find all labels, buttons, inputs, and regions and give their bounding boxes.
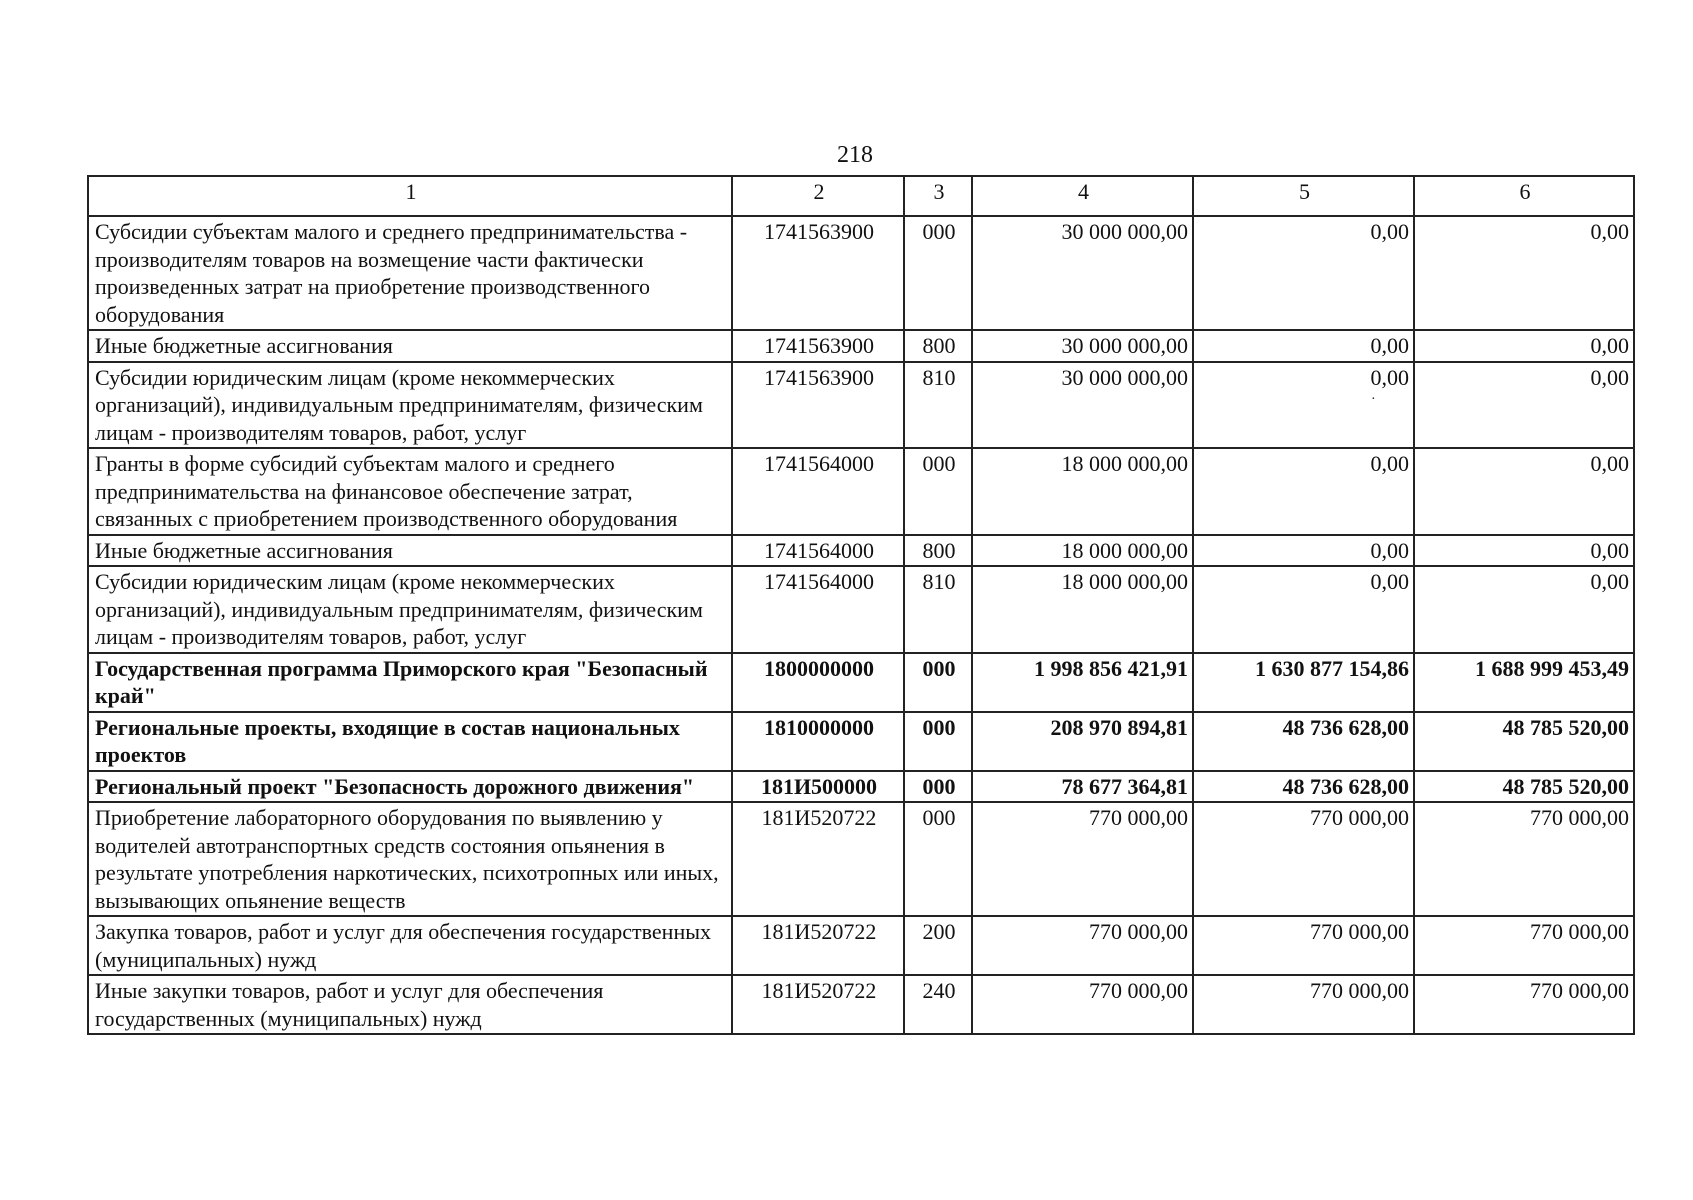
row-type-cell: 810 — [904, 566, 972, 653]
header-col-2: 2 — [732, 176, 904, 216]
header-col-6: 6 — [1414, 176, 1634, 216]
row-value-col4-cell: 30 000 000,00 — [972, 362, 1193, 449]
row-type-cell: 200 — [904, 916, 972, 975]
row-value-col6-cell: 770 000,00 — [1414, 916, 1634, 975]
row-value-col6-cell: 0,00 — [1414, 330, 1634, 362]
row-value-col6-cell: 770 000,00 — [1414, 802, 1634, 916]
row-type-cell: 000 — [904, 802, 972, 916]
header-col-1: 1 — [88, 176, 732, 216]
row-value-col5-cell: 0,00 — [1193, 330, 1414, 362]
row-value-col6-cell: 0,00 — [1414, 448, 1634, 535]
row-name-cell: Иные бюджетные ассигнования — [88, 535, 732, 567]
row-value-col4-cell: 208 970 894,81 — [972, 712, 1193, 771]
row-value-col4-cell: 770 000,00 — [972, 916, 1193, 975]
stray-mark: · — [1371, 392, 1376, 407]
table-row — [88, 712, 1634, 771]
row-value-col5-cell: 48 736 628,00 — [1193, 771, 1414, 803]
row-name-cell: Иные закупки товаров, работ и услуг для обеспечения государственных (муниципальных) нужд — [88, 975, 732, 1034]
row-value-col5-cell: 0,00 — [1193, 566, 1414, 653]
budget-table — [87, 175, 1635, 1035]
row-value-col5-cell: 1 630 877 154,86 — [1193, 653, 1414, 712]
row-name-cell: Государственная программа Приморского края "Безопасный край" — [88, 653, 732, 712]
table-row — [88, 448, 1634, 535]
row-value-col5-cell: 0,00 — [1193, 535, 1414, 567]
row-value-col4-cell: 18 000 000,00 — [972, 566, 1193, 653]
row-name-cell: Субсидии юридическим лицам (кроме некоммерческих организаций), индивидуальным предпринимателям, физическим лицам - производителям товаров, работ, услуг — [88, 362, 732, 449]
row-name-cell: Гранты в форме субсидий субъектам малого и среднего предпринимательства на финансовое обеспечение затрат, связанных с приобретением производственного оборудования — [88, 448, 732, 535]
row-type-cell: 800 — [904, 535, 972, 567]
row-value-col5-cell: 770 000,00 — [1193, 916, 1414, 975]
row-value-col6-cell: 0,00 — [1414, 566, 1634, 653]
row-name-cell: Приобретение лабораторного оборудования по выявлению у водителей автотранспортных средств состояния опьянения в результате употребления наркотических, психотропных или иных, вызывающих опьянение веществ — [88, 802, 732, 916]
row-value-col6-cell: 1 688 999 453,49 — [1414, 653, 1634, 712]
row-code-cell: 1741564000 — [732, 566, 904, 653]
row-code-cell: 181И500000 — [732, 771, 904, 803]
row-name-cell: Закупка товаров, работ и услуг для обеспечения государственных (муниципальных) нужд — [88, 916, 732, 975]
row-value-col6-cell: 48 785 520,00 — [1414, 771, 1634, 803]
row-name-cell: Субсидии юридическим лицам (кроме некоммерческих организаций), индивидуальным предпринимателям, физическим лицам - производителям товаров, работ, услуг — [88, 566, 732, 653]
table-header-row — [88, 176, 1634, 216]
table-row — [88, 330, 1634, 362]
row-value-col4-cell: 18 000 000,00 — [972, 535, 1193, 567]
row-value-col4-cell: 30 000 000,00 — [972, 216, 1193, 330]
row-code-cell: 1741563900 — [732, 330, 904, 362]
row-value-col5-cell: 0,00 — [1193, 216, 1414, 330]
table-row — [88, 771, 1634, 803]
row-value-col4-cell: 78 677 364,81 — [972, 771, 1193, 803]
row-value-col6-cell: 0,00 — [1414, 216, 1634, 330]
row-code-cell: 1741564000 — [732, 535, 904, 567]
row-code-cell: 1810000000 — [732, 712, 904, 771]
row-value-col6-cell: 770 000,00 — [1414, 975, 1634, 1034]
row-type-cell: 000 — [904, 216, 972, 330]
row-value-col4-cell: 18 000 000,00 — [972, 448, 1193, 535]
row-name-cell: Субсидии субъектам малого и среднего предпринимательства - производителям товаров на возмещение части фактически произведенных затрат на приобретение производственного оборудования — [88, 216, 732, 330]
row-name-cell: Региональные проекты, входящие в состав национальных проектов — [88, 712, 732, 771]
row-code-cell: 181И520722 — [732, 916, 904, 975]
row-value-col5-cell: 48 736 628,00 — [1193, 712, 1414, 771]
row-value-col4-cell: 1 998 856 421,91 — [972, 653, 1193, 712]
row-type-cell: 810 — [904, 362, 972, 449]
row-value-col6-cell: 0,00 — [1414, 535, 1634, 567]
row-code-cell: 1741563900 — [732, 216, 904, 330]
row-type-cell: 000 — [904, 712, 972, 771]
row-value-col4-cell: 30 000 000,00 — [972, 330, 1193, 362]
table-row — [88, 362, 1634, 449]
row-name-cell: Региональный проект "Безопасность дорожного движения" — [88, 771, 732, 803]
row-value-col5-cell: 770 000,00 — [1193, 975, 1414, 1034]
header-col-3: 3 — [904, 176, 972, 216]
row-code-cell: 1800000000 — [732, 653, 904, 712]
row-value-col4-cell: 770 000,00 — [972, 802, 1193, 916]
header-col-4: 4 — [972, 176, 1193, 216]
table-row — [88, 216, 1634, 330]
header-col-5: 5 — [1193, 176, 1414, 216]
row-value-col6-cell: 48 785 520,00 — [1414, 712, 1634, 771]
row-value-col5-cell: 770 000,00 — [1193, 802, 1414, 916]
row-type-cell: 000 — [904, 771, 972, 803]
row-code-cell: 181И520722 — [732, 802, 904, 916]
row-value-col5-cell: 0,00 — [1193, 362, 1414, 449]
row-code-cell: 1741563900 — [732, 362, 904, 449]
table-row — [88, 653, 1634, 712]
row-type-cell: 000 — [904, 653, 972, 712]
row-type-cell: 240 — [904, 975, 972, 1034]
row-code-cell: 1741564000 — [732, 448, 904, 535]
table-row — [88, 802, 1634, 916]
row-value-col4-cell: 770 000,00 — [972, 975, 1193, 1034]
row-name-cell: Иные бюджетные ассигнования — [88, 330, 732, 362]
row-code-cell: 181И520722 — [732, 975, 904, 1034]
page-number: 218 — [837, 142, 873, 168]
table-row — [88, 566, 1634, 653]
table-row — [88, 975, 1634, 1034]
row-value-col5-cell: 0,00 — [1193, 448, 1414, 535]
row-value-col6-cell: 0,00 — [1414, 362, 1634, 449]
table-row — [88, 535, 1634, 567]
table-row — [88, 916, 1634, 975]
row-type-cell: 000 — [904, 448, 972, 535]
row-type-cell: 800 — [904, 330, 972, 362]
